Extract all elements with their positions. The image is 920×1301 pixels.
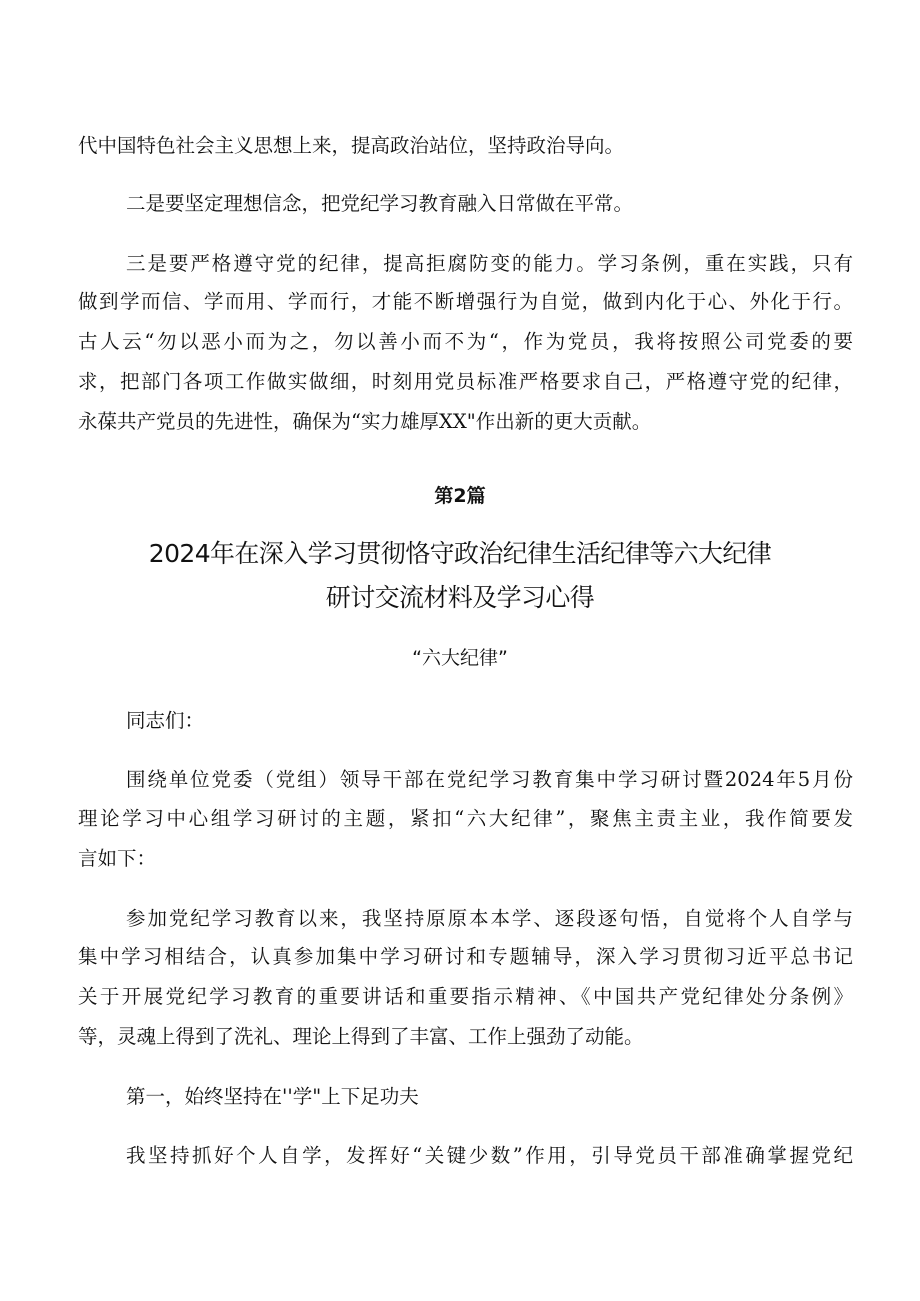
article-subtitle: “六大纪律” (412, 647, 508, 669)
point-three-line: 三是要严格遵守党的纪律，提高拒腐防变的能力。学习条例，重在实践，只有 (126, 252, 853, 275)
paragraph-line: 集中学习相结合，认真参加集中学习研讨和专题辅导，深入学习贯彻习近平总书记 (78, 945, 853, 968)
point-three-line: 古人云“勿以恶小而为之，勿以善小而不为“，作为党员，我将按照公司党委的要 (78, 330, 853, 353)
salutation: 同志们： (126, 709, 205, 732)
paragraph-line: 等，灵魂上得到了洗礼、理论上得到了丰富、工作上强劲了动能。 (78, 1025, 644, 1048)
point-three-line: 永葆共产党员的先进性，确保为“实力雄厚XX"作出新的更大贡献。 (78, 410, 652, 433)
point-two: 二是要坚定理想信念，把党纪学习教育融入日常做在平常。 (126, 192, 634, 215)
paragraph-continuation: 代中国特色社会主义思想上来，提高政治站位，坚持政治导向。 (78, 134, 625, 157)
paragraph-line: 我坚持抓好个人自学，发挥好“关键少数”作用，引导党员干部准确掌握党纪 (126, 1144, 853, 1167)
paragraph-line: 言如下： (78, 847, 157, 870)
paragraph-line: 围绕单位党委（党组）领导干部在党纪学习教育集中学习研讨暨2024年5月份 (126, 768, 853, 791)
article-label: 第2篇 (434, 485, 486, 507)
article-title-line2: 研讨交流材料及学习心得 (325, 583, 595, 612)
article-title-line1: 2024年在深入学习贯彻恪守政治纪律生活纪律等六大纪律 (148, 539, 772, 568)
paragraph-line: 参加党纪学习教育以来，我坚持原原本本学、逐段逐句悟，自觉将个人自学与 (126, 907, 853, 930)
point-three-line: 求，把部门各项工作做实做细，时刻用党员标准严格要求自己，严格遵守党的纪律， (78, 370, 853, 393)
section-heading: 第一，始终坚持在''学"上下足功夫 (126, 1085, 419, 1108)
paragraph-line: 理论学习中心组学习研讨的主题，紧扣“六大纪律”，聚焦主责主业，我作简要发 (78, 807, 853, 830)
point-three-line: 做到学而信、学而用、学而行，才能不断增强行为自觉，做到内化于心、外化于行。 (78, 290, 853, 313)
paragraph-line: 关于开展党纪学习教育的重要讲话和重要指示精神、《中国共产党纪律处分条例》 (78, 985, 853, 1008)
